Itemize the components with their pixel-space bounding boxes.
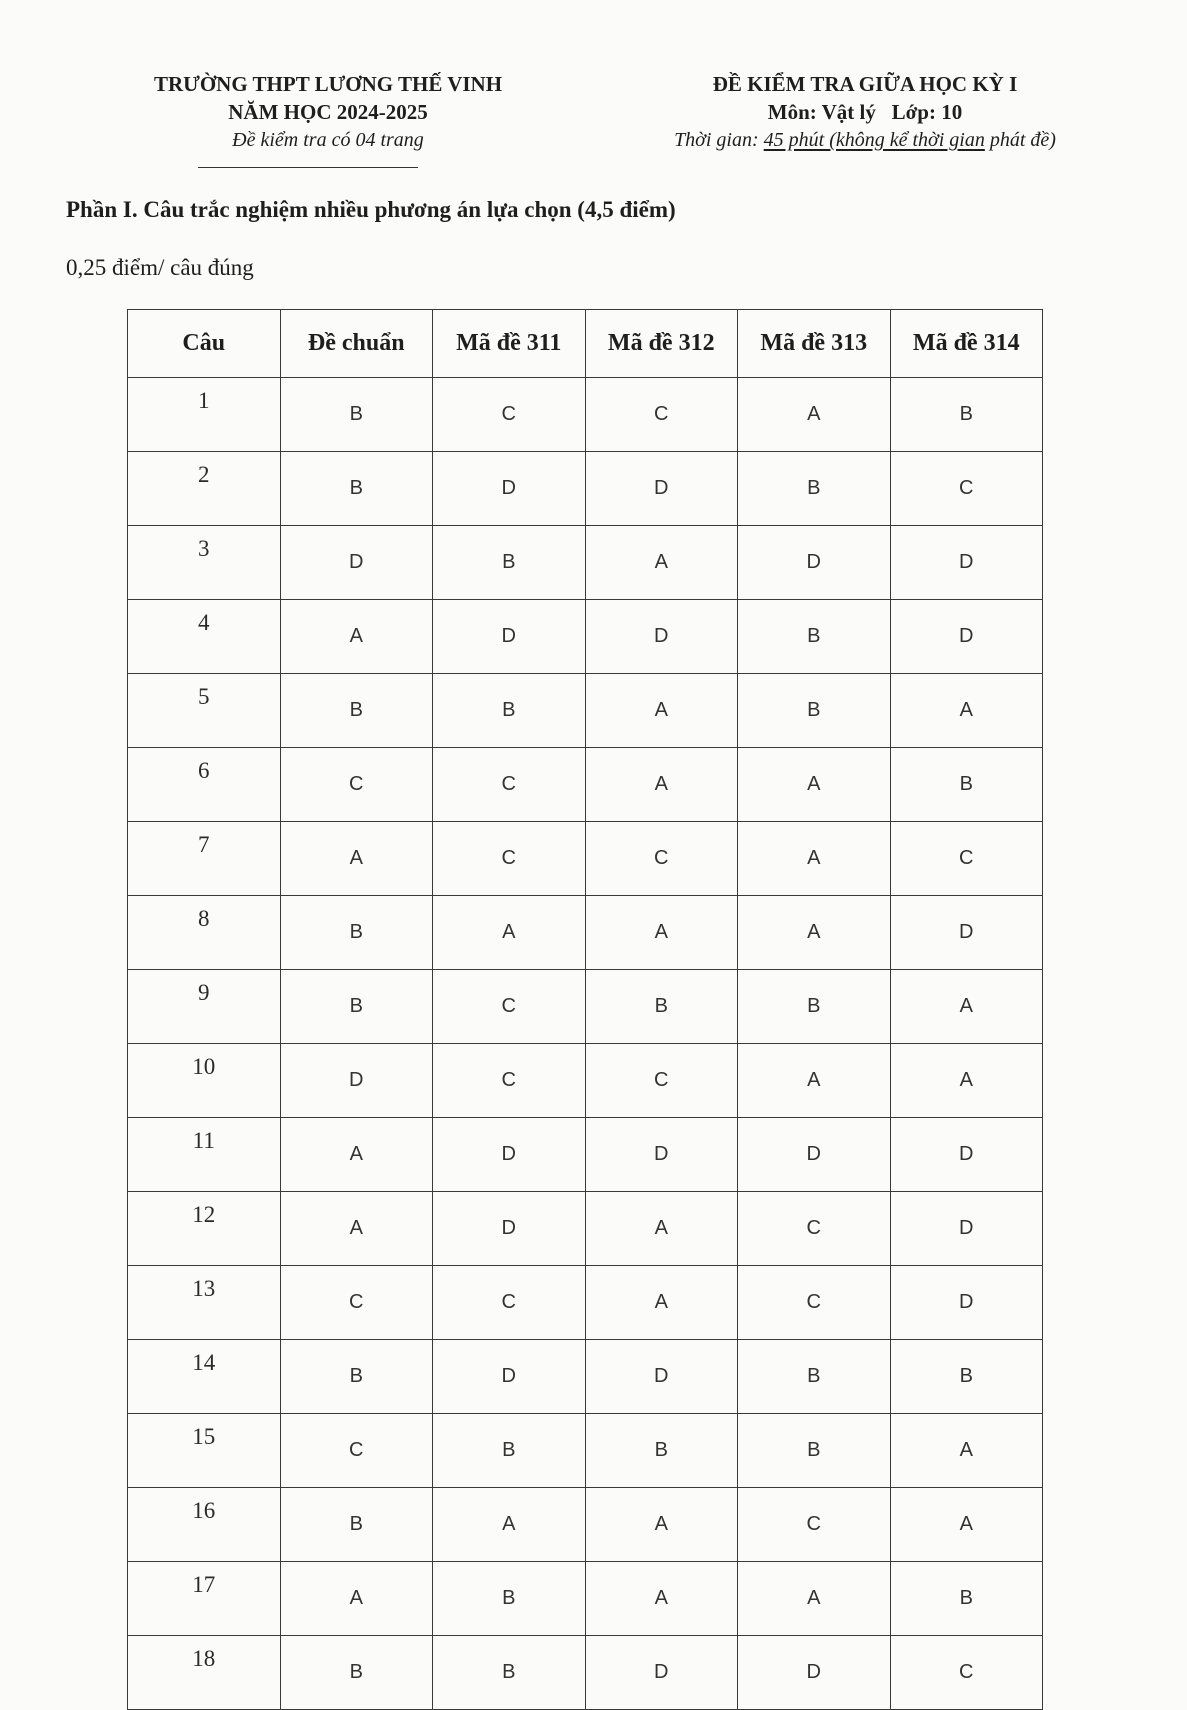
answer-cell: D (890, 600, 1043, 674)
answer-cell: D (585, 600, 738, 674)
table-row (128, 674, 1043, 748)
answer-table (127, 309, 1043, 1710)
header-right (615, 70, 1115, 154)
answer-cell: A (280, 1562, 433, 1636)
answer-cell: A (585, 1266, 738, 1340)
answer-cell: B (738, 674, 891, 748)
answer-cell: C (738, 1488, 891, 1562)
answer-cell: A (738, 896, 891, 970)
question-number-cell: 1 (128, 378, 281, 452)
question-number-cell: 13 (128, 1266, 281, 1340)
answer-cell: B (738, 970, 891, 1044)
answer-cell: A (585, 1488, 738, 1562)
answer-cell: C (738, 1192, 891, 1266)
answer-cell: B (585, 1414, 738, 1488)
header-cell: Mã đề 311 (433, 310, 586, 378)
answer-cell: B (890, 378, 1043, 452)
answer-cell: B (738, 1340, 891, 1414)
answer-cell: D (433, 452, 586, 526)
answer-cell: D (585, 1118, 738, 1192)
answer-cell: C (433, 1044, 586, 1118)
table-row (128, 1488, 1043, 1562)
answer-cell: B (433, 1414, 586, 1488)
answer-cell: A (280, 822, 433, 896)
answer-cell: C (738, 1266, 891, 1340)
answer-cell: D (433, 1340, 586, 1414)
time-line (615, 126, 1115, 154)
answer-cell: A (738, 1044, 891, 1118)
table-row (128, 1118, 1043, 1192)
answer-cell: B (433, 1636, 586, 1710)
answer-cell: C (890, 822, 1043, 896)
answer-cell: A (585, 1562, 738, 1636)
answer-cell: D (433, 1118, 586, 1192)
answer-cell: B (280, 1340, 433, 1414)
answer-cell: D (890, 896, 1043, 970)
answer-cell: B (890, 1340, 1043, 1414)
answer-cell: B (738, 600, 891, 674)
answer-cell: C (433, 970, 586, 1044)
header-cell: Mã đề 314 (890, 310, 1043, 378)
answer-cell: B (738, 1414, 891, 1488)
answer-cell: C (433, 822, 586, 896)
answer-cell: C (433, 1266, 586, 1340)
answer-cell: B (433, 674, 586, 748)
answer-cell: A (738, 1562, 891, 1636)
question-number-cell: 7 (128, 822, 281, 896)
answer-cell: D (585, 1636, 738, 1710)
answer-cell: A (890, 970, 1043, 1044)
answer-cell: C (280, 1414, 433, 1488)
answer-cell: B (280, 896, 433, 970)
answer-cell: D (585, 452, 738, 526)
table-row (128, 1044, 1043, 1118)
question-number-cell: 3 (128, 526, 281, 600)
answer-cell: A (280, 1192, 433, 1266)
answer-cell: A (280, 600, 433, 674)
answer-cell: D (433, 1192, 586, 1266)
header-cell: Câu (128, 310, 281, 378)
table-row (128, 1340, 1043, 1414)
answer-cell: A (433, 1488, 586, 1562)
answer-cell: C (890, 452, 1043, 526)
table-row (128, 1266, 1043, 1340)
table-header-row (128, 310, 1043, 378)
answer-cell: A (738, 748, 891, 822)
section-title: Phần I. Câu trắc nghiệm nhiều phương án lựa chọn (4,5 điểm) (66, 197, 676, 222)
table-row (128, 1192, 1043, 1266)
question-number-cell: 12 (128, 1192, 281, 1266)
answer-cell: B (280, 378, 433, 452)
answer-cell: A (585, 674, 738, 748)
answer-cell: B (433, 526, 586, 600)
answer-cell: D (890, 1266, 1043, 1340)
answer-cell: C (585, 1044, 738, 1118)
answer-cell: D (280, 526, 433, 600)
time-value: 45 phút (không kể thời gian (763, 129, 985, 151)
answer-cell: D (738, 1118, 891, 1192)
answer-cell: C (280, 1266, 433, 1340)
answer-cell: A (890, 1488, 1043, 1562)
table-row (128, 600, 1043, 674)
time-suffix: phát đề) (984, 129, 1056, 151)
table-row (128, 452, 1043, 526)
answer-cell: B (280, 970, 433, 1044)
answer-table-body (128, 378, 1043, 1710)
table-row (128, 526, 1043, 600)
answer-cell: C (890, 1636, 1043, 1710)
answer-cell: D (738, 1636, 891, 1710)
answer-cell: D (890, 526, 1043, 600)
table-row (128, 1562, 1043, 1636)
question-number-cell: 5 (128, 674, 281, 748)
answer-cell: A (585, 526, 738, 600)
header-cell: Mã đề 312 (585, 310, 738, 378)
answer-cell: B (280, 674, 433, 748)
table-row (128, 1636, 1043, 1710)
answer-cell: C (585, 822, 738, 896)
answer-cell: B (738, 452, 891, 526)
school-name: TRƯỜNG THPT LƯƠNG THẾ VINH (153, 72, 503, 96)
answer-cell: A (585, 896, 738, 970)
table-row (128, 748, 1043, 822)
question-number-cell: 8 (128, 896, 281, 970)
answer-cell: B (280, 452, 433, 526)
question-number-cell: 14 (128, 1340, 281, 1414)
subject-line: Môn: Vật lý Lớp: 10 (767, 100, 963, 124)
question-number-cell: 6 (128, 748, 281, 822)
header-left (118, 70, 538, 154)
answer-cell: B (433, 1562, 586, 1636)
answer-cell: B (890, 748, 1043, 822)
answer-cell: C (433, 748, 586, 822)
answer-cell: A (585, 748, 738, 822)
answer-cell: D (585, 1340, 738, 1414)
answer-cell: B (585, 970, 738, 1044)
answer-cell: A (280, 1118, 433, 1192)
question-number-cell: 17 (128, 1562, 281, 1636)
question-number-cell: 18 (128, 1636, 281, 1710)
answer-cell: D (280, 1044, 433, 1118)
answer-cell: C (433, 378, 586, 452)
table-row (128, 970, 1043, 1044)
answer-cell: B (890, 1562, 1043, 1636)
answer-cell: A (738, 822, 891, 896)
answer-cell: D (890, 1118, 1043, 1192)
answer-cell: A (890, 1414, 1043, 1488)
header-divider (198, 167, 418, 168)
answer-cell: A (433, 896, 586, 970)
answer-cell: A (585, 1192, 738, 1266)
answer-cell: B (280, 1488, 433, 1562)
exam-title: ĐỀ KIỂM TRA GIỮA HỌC KỲ I (712, 72, 1018, 96)
question-number-cell: 2 (128, 452, 281, 526)
school-year: NĂM HỌC 2024-2025 (228, 100, 428, 124)
answer-cell: A (738, 378, 891, 452)
question-number-cell: 10 (128, 1044, 281, 1118)
answer-cell: C (585, 378, 738, 452)
answer-cell: A (890, 674, 1043, 748)
score-note: 0,25 điểm/ câu đúng (66, 255, 254, 280)
table-row (128, 1414, 1043, 1488)
answer-cell: B (280, 1636, 433, 1710)
question-number-cell: 11 (128, 1118, 281, 1192)
header-cell: Mã đề 313 (738, 310, 891, 378)
question-number-cell: 16 (128, 1488, 281, 1562)
answer-cell: A (890, 1044, 1043, 1118)
question-number-cell: 9 (128, 970, 281, 1044)
answer-cell: D (890, 1192, 1043, 1266)
pages-note: Đề kiểm tra có 04 trang (232, 129, 424, 151)
table-row (128, 378, 1043, 452)
header-cell: Đề chuẩn (280, 310, 433, 378)
table-row (128, 896, 1043, 970)
question-number-cell: 15 (128, 1414, 281, 1488)
table-row (128, 822, 1043, 896)
answer-cell: C (280, 748, 433, 822)
time-prefix: Thời gian: (674, 129, 764, 151)
question-number-cell: 4 (128, 600, 281, 674)
answer-cell: D (433, 600, 586, 674)
answer-cell: D (738, 526, 891, 600)
